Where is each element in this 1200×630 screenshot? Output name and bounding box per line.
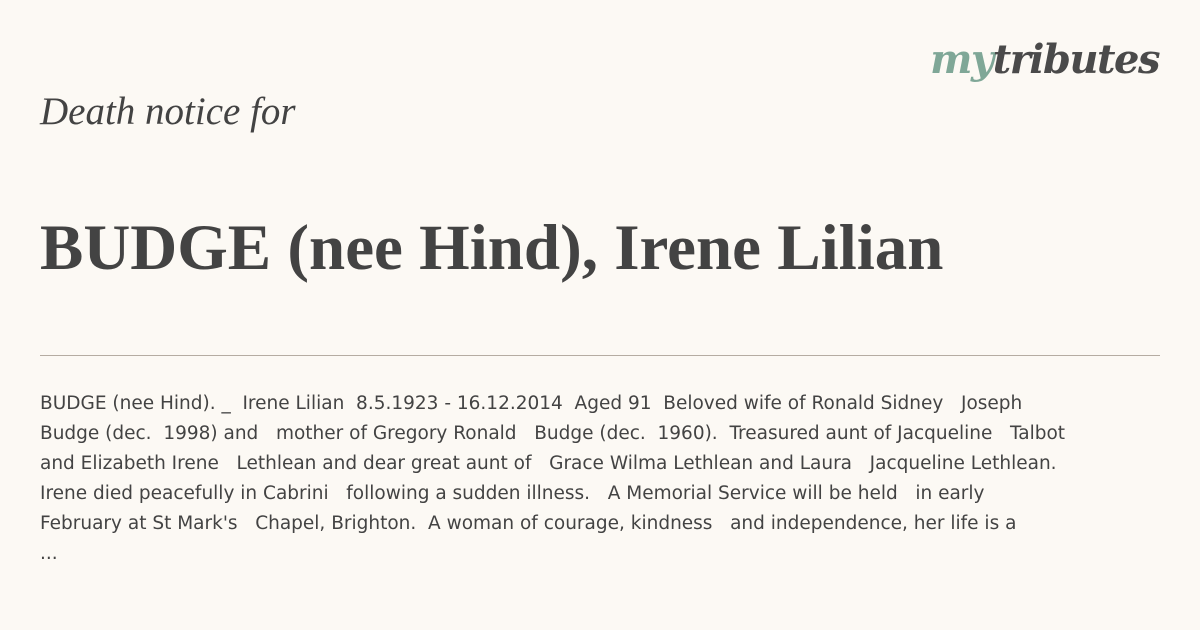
logo-tributes-text: tributes <box>992 36 1159 83</box>
notice-line: February at St Mark's Chapel, Brighton. A woman of courage, kindness and independence, her life is a <box>40 513 1017 534</box>
notice-line: Budge (dec. 1998) and mother of Gregory Ronald Budge (dec. 1960). Treasured aunt of Jacqueline Talbot <box>40 423 1066 444</box>
notice-ellipsis: ... <box>40 543 58 564</box>
deceased-name-heading: BUDGE (nee Hind), Irene Lilian <box>40 212 944 284</box>
divider <box>40 355 1160 356</box>
notice-line: Irene died peacefully in Cabrini following a sudden illness. A Memorial Service will be held in early <box>40 483 985 504</box>
notice-line: and Elizabeth Irene Lethlean and dear great aunt of Grace Wilma Lethlean and Laura Jacqueline Lethlean. <box>40 453 1057 474</box>
mytributes-logo[interactable] <box>930 36 1159 84</box>
notice-text <box>40 389 1160 569</box>
page-subtitle: Death notice for <box>40 90 296 133</box>
logo-my-text: my <box>930 36 993 83</box>
notice-line: BUDGE (nee Hind). _ Irene Lilian 8.5.1923 - 16.12.2014 Aged 91 Beloved wife of Ronald Sidney Joseph <box>40 393 1023 414</box>
